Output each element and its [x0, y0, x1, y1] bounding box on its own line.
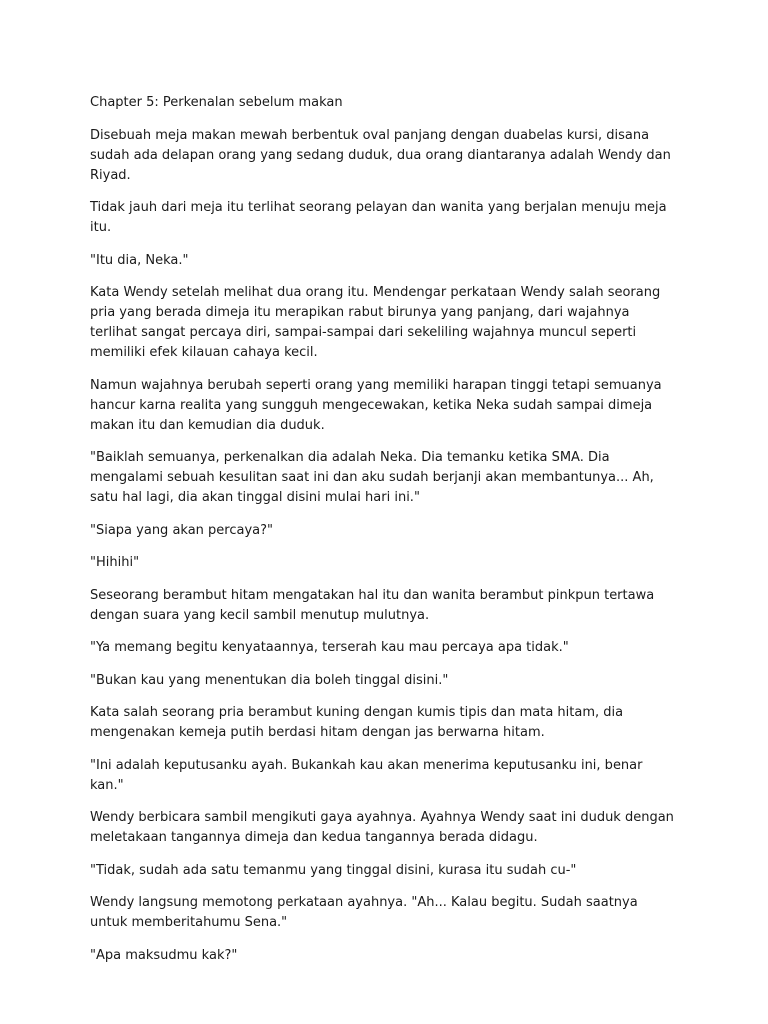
paragraph: Seseorang berambut hitam mengatakan hal itu dan wanita berambut pinkpun tertawa dengan suara yang kecil sambil menutup mulutnya.	[90, 587, 655, 623]
document-body	[90, 93, 675, 978]
chapter-title: Chapter 5: Perkenalan sebelum makan	[90, 95, 343, 110]
paragraph: "Bukan kau yang menentukan dia boleh tinggal disini."	[90, 672, 449, 688]
paragraph: "Siapa yang akan percaya?"	[90, 522, 274, 538]
paragraph: Kata Wendy setelah melihat dua orang itu. Mendengar perkataan Wendy salah seorang pria yang berada dimeja itu merapikan rabut birunya yang panjang, dari wajahnya terlihat sangat percaya diri, sampai-sampai dari sekeliling wajahnya muncul seperti memiliki efek kilauan cahaya kecil.	[90, 285, 661, 360]
paragraph: Disebuah meja makan mewah berbentuk oval panjang dengan duabelas kursi, disana sudah ada delapan orang yang sedang duduk, dua orang diantaranya adalah Wendy dan Riyad.	[90, 127, 671, 183]
paragraph: "Apa maksudmu kak?"	[90, 947, 238, 963]
paragraph: "Ini adalah keputusanku ayah. Bukankah kau akan menerima keputusanku ini, benar kan."	[90, 757, 643, 793]
paragraph: "Ya memang begitu kenyataannya, terserah kau mau percaya apa tidak."	[90, 640, 569, 655]
paragraph: Namun wajahnya berubah seperti orang yang memiliki harapan tinggi tetapi semuanya hancur karna realita yang sungguh mengecewakan, ketika Neka sudah sampai dimeja makan itu dan kemudian dia duduk.	[90, 377, 662, 433]
paragraph: Wendy berbicara sambil mengikuti gaya ayahnya. Ayahnya Wendy saat ini duduk dengan meletakaan tangannya dimeja dan kedua tangannya berada didagu.	[90, 810, 674, 845]
paragraph: "Hihihi"	[90, 555, 140, 570]
paragraph: "Tidak, sudah ada satu temanmu yang tinggal disini, kurasa itu sudah cu-"	[90, 862, 577, 878]
paragraph: Tidak jauh dari meja itu terlihat seorang pelayan dan wanita yang berjalan menuju meja itu.	[90, 200, 667, 235]
paragraph: "Baiklah semuanya, perkenalkan dia adalah Neka. Dia temanku ketika SMA. Dia mengalami sebuah kesulitan saat ini dan aku sudah berjanji akan membantunya... Ah, satu hal lagi, dia akan tinggal disini mulai hari ini."	[90, 450, 654, 505]
paragraph: Wendy langsung memotong perkataan ayahnya. "Ah... Kalau begitu. Sudah saatnya untuk memberitahumu Sena."	[90, 895, 638, 930]
paragraph: Kata salah seorang pria berambut kuning dengan kumis tipis dan mata hitam, dia mengenakan kemeja putih berdasi hitam dengan jas berwarna hitam.	[90, 705, 624, 740]
paragraph: "Itu dia, Neka."	[90, 252, 189, 268]
